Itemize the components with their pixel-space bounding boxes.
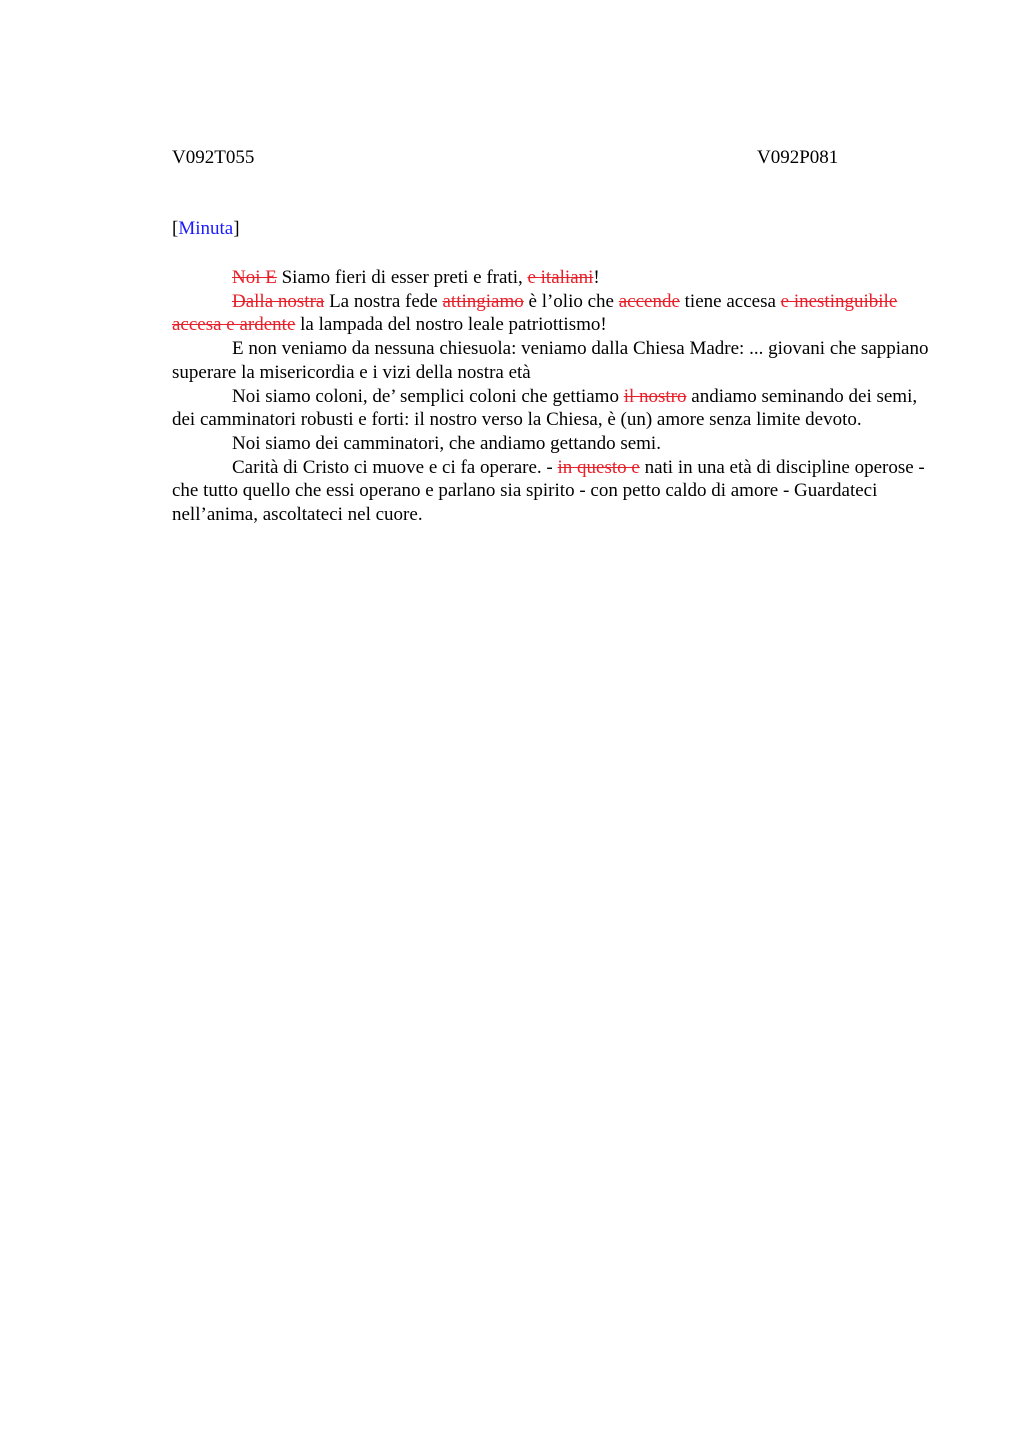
paragraph xyxy=(172,385,932,432)
paragraph-text: la lampada del nostro leale patriottismo! xyxy=(295,314,607,336)
paragraph-text: nati in una età di discipline operose - che tutto quello che essi operano e parlano sia spirito - con petto caldo di amore - Guardateci nell’anima, ascoltateci nel cuore. xyxy=(172,456,925,526)
deleted-text: accende xyxy=(618,290,680,312)
deleted-text: Dalla nostra xyxy=(232,290,325,312)
paragraph-text: E non veniamo da nessuna chiesuola: veniamo dalla Chiesa Madre: ... giovani che sappiano superare la misericordia e i vizi della nostra età xyxy=(172,338,929,383)
document-code-right: V092P081 xyxy=(757,147,839,168)
deleted-text: Noi E xyxy=(232,267,277,288)
section-label xyxy=(172,218,240,240)
minuta-label: Minuta xyxy=(178,218,234,239)
deleted-text: il nostro xyxy=(623,385,687,407)
paragraph xyxy=(172,432,932,456)
paragraph xyxy=(172,266,932,290)
paragraph-text: Carità di Cristo ci muove e ci fa operare. - xyxy=(232,456,558,478)
deleted-text: attingiamo xyxy=(442,290,524,312)
document-code-left: V092T055 xyxy=(172,147,255,168)
paragraph xyxy=(172,337,932,384)
paragraph-text: è l’olio che xyxy=(523,290,619,312)
paragraph xyxy=(172,456,932,527)
close-bracket: ] xyxy=(233,218,240,239)
document-body xyxy=(172,266,932,527)
document-page xyxy=(172,0,932,1450)
paragraph-text: tiene accesa xyxy=(679,290,781,312)
deleted-text: e inestinguibile accesa e ardente xyxy=(172,290,898,336)
paragraph-text: La nostra fede xyxy=(324,290,443,312)
paragraph-text: Noi siamo coloni, de’ semplici coloni che gettiamo xyxy=(232,385,624,407)
paragraph-text: Noi siamo dei camminatori, che andiamo gettando semi. xyxy=(232,432,661,454)
open-bracket: [ xyxy=(172,218,179,239)
deleted-text: e italiani xyxy=(527,267,594,288)
deleted-text: in questo e xyxy=(557,456,640,478)
paragraph-text: ! xyxy=(593,267,600,288)
paragraph-text: andiamo seminando dei semi, dei camminatori robusti e forti: il nostro verso la Chiesa, è (un) amore senza limite devoto. xyxy=(172,385,918,431)
paragraph xyxy=(172,290,932,337)
paragraph-text: Siamo fieri di esser preti e frati, xyxy=(276,267,528,288)
